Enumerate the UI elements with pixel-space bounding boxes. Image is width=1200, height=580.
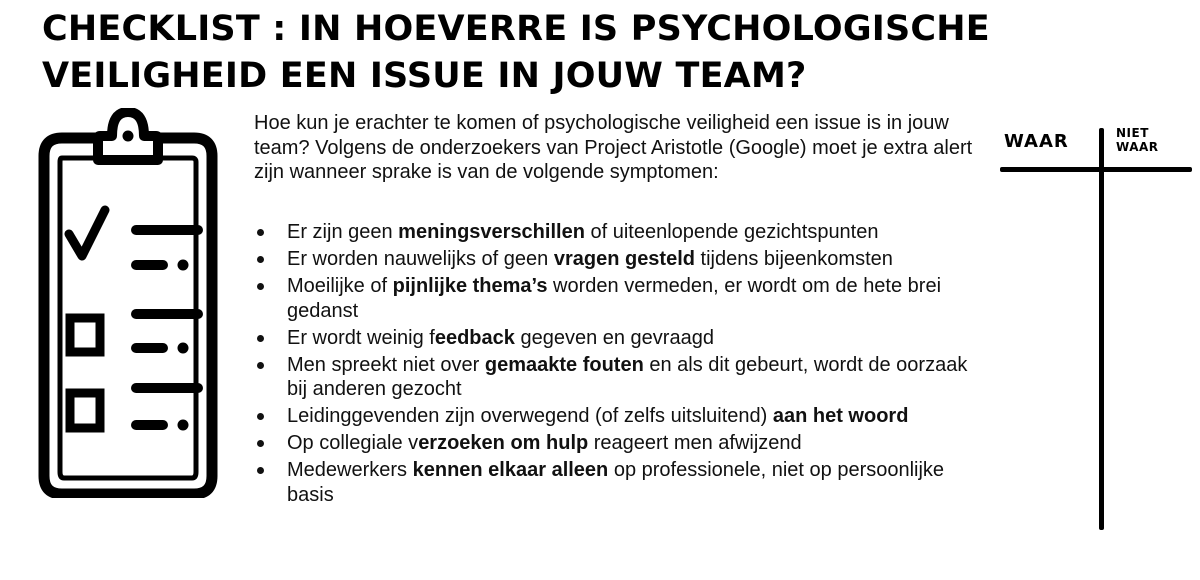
- list-item: Er zijn geen meningsverschillen of uiteenlopende gezichtspunten: [254, 220, 984, 245]
- page-title: [42, 6, 1042, 100]
- table-horizontal-divider: [1000, 167, 1192, 172]
- intro-paragraph: Hoe kun je erachter te komen of psychologische veiligheid een issue is in jouw team? Volgens de onderzoekers van Project Aristotle (Google) moet je extra alert zijn wanneer sprake is van de volgende symptomen:: [254, 112, 973, 183]
- title-line-1: CHECKLIST : IN HOEVERRE IS PSYCHOLOGISCHE: [42, 9, 990, 49]
- column-header-niet-waar: [1116, 126, 1159, 154]
- clipboard-checklist-icon: [38, 108, 218, 503]
- answer-table: [998, 120, 1198, 532]
- list-item: Er wordt weinig feedback gegeven en gevraagd: [254, 326, 984, 351]
- list-item: Leidinggevenden zijn overwegend (of zelfs uitsluitend) aan het woord: [254, 404, 984, 429]
- list-item: Men spreekt niet over gemaakte fouten en als dit gebeurt, wordt de oorzaak bij anderen gezocht: [254, 353, 984, 402]
- column-header-niet-line-1: NIET: [1116, 126, 1149, 140]
- column-header-niet-line-2: WAAR: [1116, 140, 1159, 154]
- column-header-waar: WAAR: [1004, 131, 1069, 152]
- symptom-list: [254, 220, 984, 510]
- title-line-2: VEILIGHEID EEN ISSUE IN JOUW TEAM?: [42, 56, 807, 96]
- list-item: Op collegiale verzoeken om hulp reageert men afwijzend: [254, 431, 984, 456]
- list-item: Moeilijke of pijnlijke thema’s worden vermeden, er wordt om de hete brei gedanst: [254, 274, 984, 323]
- list-item: Er worden nauwelijks of geen vragen gesteld tijdens bijeenkomsten: [254, 247, 984, 272]
- table-vertical-divider: [1099, 128, 1104, 530]
- list-item: Medewerkers kennen elkaar alleen op professionele, niet op persoonlijke basis: [254, 458, 984, 507]
